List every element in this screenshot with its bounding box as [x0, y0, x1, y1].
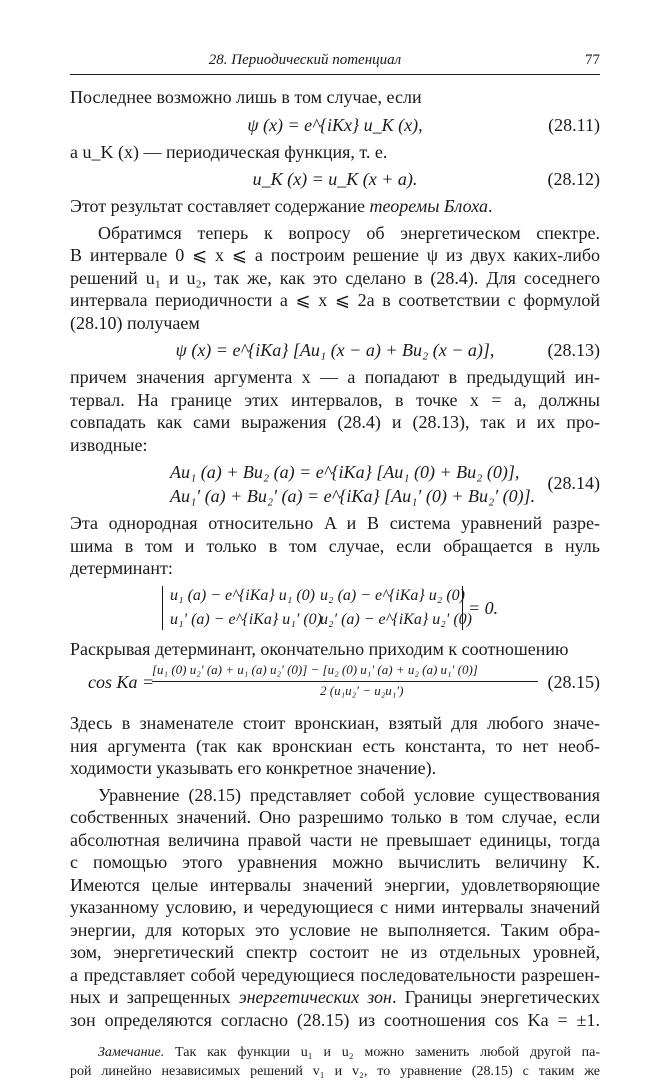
paragraph-line: Уравнение (28.15) представляет собой условие существования: [98, 784, 600, 805]
determinant-rhs: = 0.: [468, 597, 499, 618]
equation-line: Au₁′ (a) + Bu₂′ (a) = e^{iKa} [Au₁′ (0) + Bu₂′ (0)].: [170, 486, 536, 506]
paragraph-line: ния аргумента (так как вронскиан есть константа, то нет необ-: [70, 735, 600, 756]
equation-formula: ψ (x) = e^{iKa} [Au₁ (x − a) + Bu₂ (x − a)],: [175, 340, 495, 360]
equation-number: (28.13): [547, 340, 600, 360]
paragraph: Последнее возможно лишь в том случае, если: [70, 87, 422, 107]
equation-number: (28.12): [547, 169, 600, 189]
paragraph-line: причем значения аргумента x — a попадают в предыдущий ин-: [70, 367, 600, 387]
determinant-left-bar: [162, 586, 163, 630]
determinant-cell: u₁ (a) − e^{iKa} u₁ (0): [170, 586, 315, 604]
equation-28-12: [70, 165, 600, 193]
emphasis: теоремы Блоха: [369, 196, 488, 216]
paragraph-line: Имеются целые интервалы значений энергии, удовлетворяющие: [70, 874, 600, 895]
footnote-remark-line: рой линейно независимых решений v₁ и v₂, то уравнение (28.15) с таким же: [70, 1064, 600, 1079]
equation-system: [170, 460, 535, 508]
equation-formula: ψ (x) = e^{iKx} u_K (x),: [247, 114, 423, 135]
paragraph-line: шима в том и только в том случае, если обращается в нуль: [70, 535, 600, 556]
remark-label: Замечание.: [98, 1045, 165, 1060]
equation-formula: u_K (x) = u_K (x + a).: [252, 169, 418, 189]
paragraph-line: (28.10) получаем: [70, 312, 200, 333]
paragraph-line: энергии, для которых это условие не выполняется. Таким обра-: [70, 919, 600, 940]
paragraph-line: зон определяются согласно (28.15) из соотношения cos Ka = ±1.: [70, 1009, 600, 1030]
equation-lhs: cos Ka =: [88, 672, 155, 692]
paragraph-line: а представляет собой чередующиеся последовательности разрешен-: [70, 964, 600, 985]
equation-number: (28.15): [547, 672, 600, 692]
paragraph-line: решений u₁ и u₂, так же, как это сделано в (28.4). Для соседнего: [70, 267, 600, 288]
equation-28-11: [70, 111, 600, 139]
paragraph-line: Здесь в знаменателе стоит вронскиан, взятый для любого значе-: [70, 713, 600, 733]
determinant-cell: u₂ (a) − e^{iKa} u₂ (0): [320, 586, 465, 604]
equation-28-14: [70, 458, 600, 510]
paragraph-line: интервала периодичности a ⩽ x ⩽ 2a в соответствии с формулой: [70, 290, 600, 310]
fraction-numerator: [u₁ (0) u₂′ (a) + u₁ (a) u₂′ (0)] − [u₂ (0) u₁′ (a) + u₂ (a) u₁′ (0)]: [152, 662, 478, 677]
equation-28-13: [70, 336, 600, 364]
paragraph-line: указанному условию, и чередующиеся с ними интервалы значений: [70, 897, 600, 917]
determinant-right-bar: [462, 586, 463, 630]
paragraph-line: В интервале 0 ⩽ x ⩽ a построим решение ψ из двух каких-либо: [70, 245, 600, 265]
equation-number: (28.14): [547, 473, 600, 493]
paragraph-line: зом, энергетический спектр состоит не из отдельных уровней,: [70, 942, 600, 962]
paragraph-line: абсолютная величина правой части не превышает единицы, тогда: [70, 829, 600, 850]
paragraph: Этот результат составляет содержание теоремы Блоха.: [70, 196, 493, 216]
running-header: [70, 50, 600, 75]
paragraph-line: ных и запрещенных энергетических зон. Границы энергетических: [70, 987, 600, 1007]
equation-line: Au₁ (a) + Bu₂ (a) = e^{iKa} [Au₁ (0) + Bu₂ (0)],: [170, 462, 520, 482]
equation-28-15: [70, 662, 600, 706]
determinant-cell: u₁′ (a) − e^{iKa} u₁′ (0): [170, 610, 322, 628]
paragraph-line: совпадать как сами выражения (28.4) и (28.13), так и их про-: [70, 412, 600, 432]
fraction-denominator: 2 (u₁u₂′ − u₂u₁′): [320, 683, 404, 698]
fraction-bar: [152, 681, 538, 682]
paragraph-line: Эта однородная относительно A и B система уравнений разре-: [70, 513, 600, 533]
paragraph-line: изводные:: [70, 434, 148, 455]
paragraph-line: Обратимся теперь к вопросу об энергетическом спектре.: [98, 222, 600, 243]
page-body: [70, 86, 600, 1081]
emphasis: энергетических зон: [238, 987, 392, 1007]
paragraph-line: детерминант:: [70, 558, 173, 578]
footnote-remark: Замечание. Так как функции u₁ и u₂ можно заменить любой другой па-: [98, 1045, 600, 1060]
paragraph-line: ходимости указывать его конкретное значение).: [70, 758, 437, 778]
paragraph-line: собственных значений. Оно разрешимо только в том случае, если: [70, 807, 600, 827]
section-title: 28. Периодический потенциал: [208, 52, 402, 68]
paragraph-line: тервал. На границе этих интервалов, в точке x = a, должны: [70, 389, 600, 410]
equation-number: (28.11): [548, 114, 600, 135]
determinant: [70, 584, 600, 634]
paragraph: а u_K (x) — периодическая функция, т. е.: [70, 141, 388, 162]
page-number: 77: [585, 52, 600, 68]
determinant-cell: u₂′ (a) − e^{iKa} u₂′ (0): [320, 610, 472, 628]
paragraph: Раскрывая детерминант, окончательно приходим к соотношению: [70, 638, 569, 659]
paragraph-line: с помощью этого уравнения можно вычислить величину K.: [70, 852, 600, 872]
